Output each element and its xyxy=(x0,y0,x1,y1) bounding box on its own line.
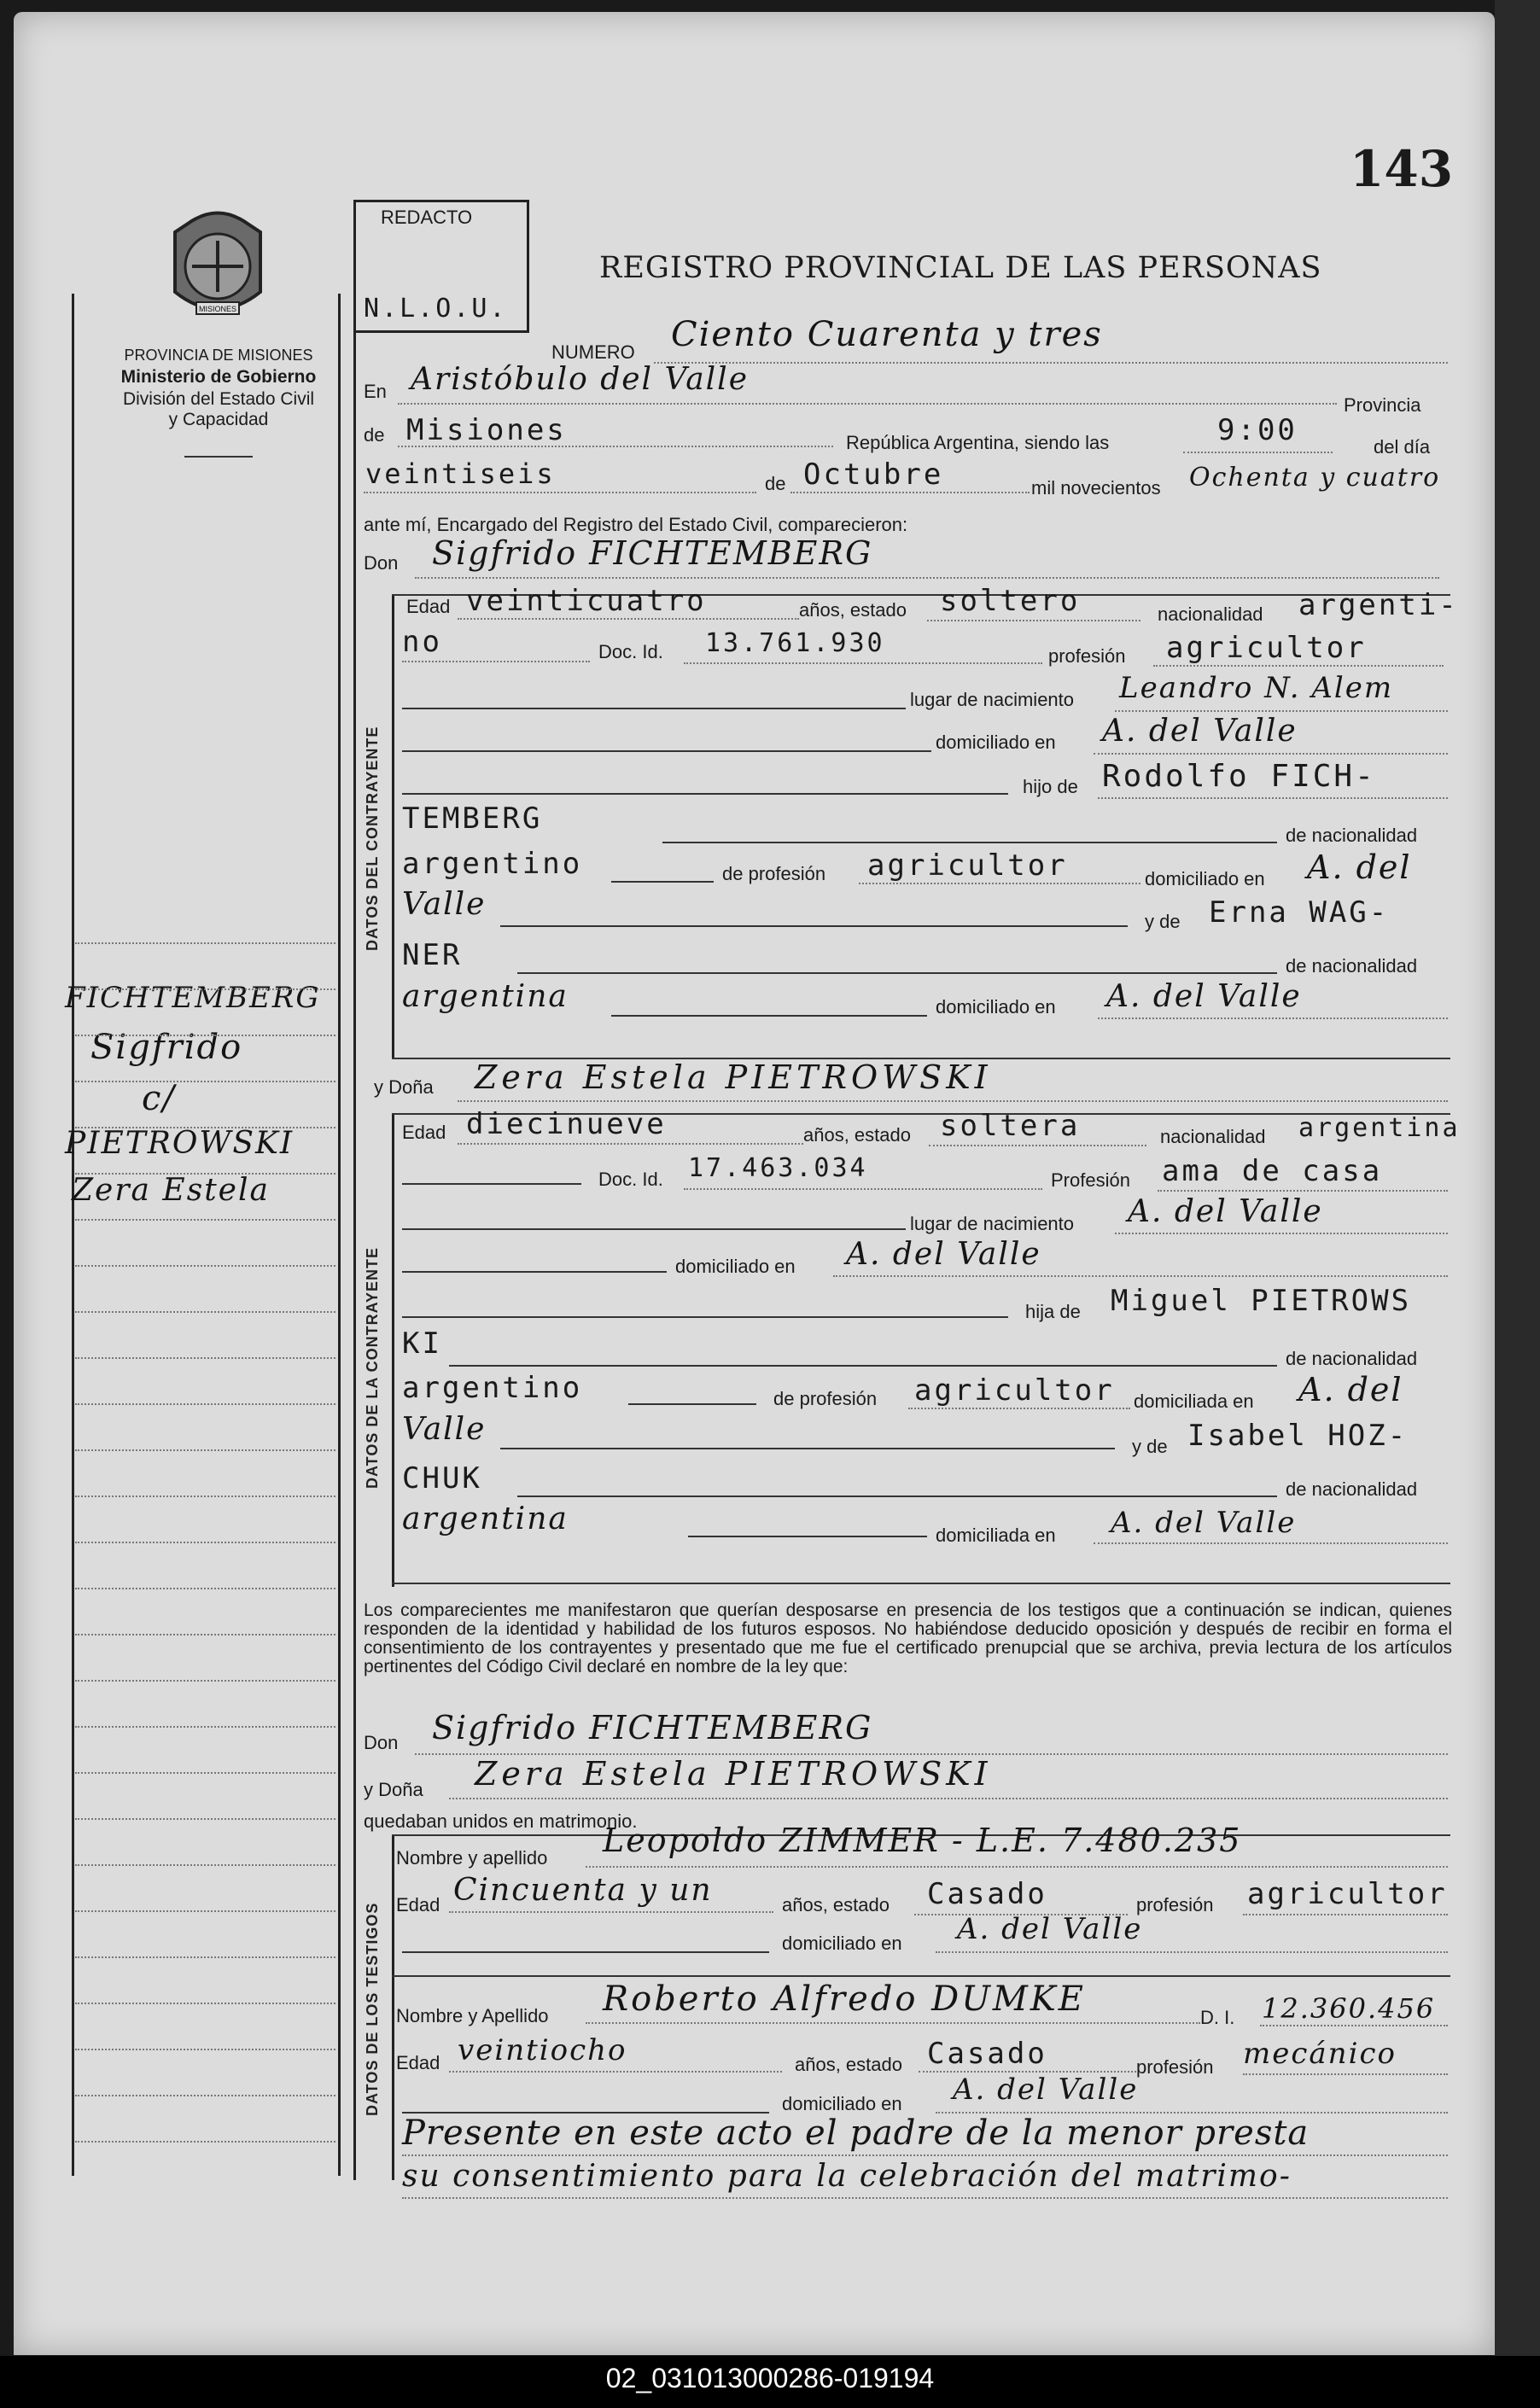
header-divider xyxy=(184,456,253,458)
b-prof-line xyxy=(1158,1190,1448,1192)
dona2-label: y Doña xyxy=(364,1779,423,1800)
g-nac-value-a: argenti- xyxy=(1298,588,1459,622)
g-madre-value-a: Erna WAG- xyxy=(1209,895,1390,930)
nota-line-2-value: su consentimiento para la celebración del matrimo- xyxy=(402,2159,1292,2194)
g-lugar-value: Leandro N. Alem xyxy=(1119,671,1394,705)
g-padre-value-a: Rodolfo FICH- xyxy=(1102,759,1376,794)
w2-di-line xyxy=(1260,2025,1448,2026)
b-padre-dom-value-a: A. del xyxy=(1298,1371,1403,1408)
margin-rule-line xyxy=(75,942,335,944)
dona-value: Zera Estela PIETROWSKI xyxy=(475,1058,992,1096)
bride-block-border xyxy=(392,1113,394,1587)
margin-rule-line xyxy=(75,1081,335,1082)
g-padre-prof-value: agricultor xyxy=(867,848,1068,883)
w2-nombre-value: Roberto Alfredo DUMKE xyxy=(603,1979,1086,2019)
g-prof-label: profesión xyxy=(1048,645,1126,667)
margin-rule-line xyxy=(75,1311,335,1313)
hora-value: 9:00 xyxy=(1217,413,1298,447)
margin-rule-line xyxy=(75,1219,335,1221)
w2-edad-value: veintiocho xyxy=(458,2033,627,2067)
b-madre-pre-line xyxy=(500,1448,1115,1449)
b-madre-value-b: CHUK xyxy=(402,1461,482,1496)
g-estado-value: soltero xyxy=(940,584,1081,618)
margin-rule-line xyxy=(75,1357,335,1359)
g-madre-nac-label: de nacionalidad xyxy=(1286,955,1418,977)
g-prof-line xyxy=(1153,665,1444,667)
ante-label: ante mí, Encargado del Registro del Estado Civil, comparecieron: xyxy=(364,514,908,535)
g-padre-nac-value: argentino xyxy=(402,847,583,881)
margin-border-left xyxy=(72,294,74,2176)
anio-value: Ochenta y cuatro xyxy=(1189,463,1441,493)
g-edad-line xyxy=(458,618,799,620)
g-edad-value: veinticuatro xyxy=(466,584,707,618)
margin-rule-line xyxy=(75,1772,335,1774)
g-madre-dom-line xyxy=(1098,1017,1448,1019)
dona-label: y Doña xyxy=(374,1076,434,1098)
division-label-2: y Capacidad xyxy=(168,410,269,429)
w2-di-label: D. I. xyxy=(1200,2007,1235,2028)
g-madre-value-b: NER xyxy=(402,938,463,972)
provincia-label: Provincia xyxy=(1344,394,1421,416)
b-dom-line xyxy=(833,1275,1448,1277)
b-madre-dom-line xyxy=(1094,1542,1448,1544)
b-edad-value: diecinueve xyxy=(466,1107,667,1141)
g-padre-nac-label: de nacionalidad xyxy=(1286,825,1418,846)
de-mes-label: de xyxy=(765,473,786,494)
margin-rule-line xyxy=(75,1542,335,1543)
margin-rule-line xyxy=(75,1449,335,1451)
b-padre-prof-label: de profesión xyxy=(773,1388,878,1409)
b-doc-value: 17.463.034 xyxy=(688,1153,868,1183)
b-padre-nac-value: argentino xyxy=(402,1371,583,1405)
b-prof-value: ama de casa xyxy=(1162,1154,1383,1188)
w2-edad-label: Edad xyxy=(396,2052,440,2073)
w1-prof-line xyxy=(1243,1914,1448,1915)
b-estado-value: soltera xyxy=(940,1109,1081,1143)
b-padre-prof-line xyxy=(908,1408,1130,1409)
side-tag-contrayente-2: DATOS DE LA CONTRAYENTE xyxy=(364,1246,381,1489)
b-madre-nac-line xyxy=(517,1496,1277,1497)
numero-line xyxy=(654,362,1448,364)
b-madre-nac-value: argentina xyxy=(402,1501,569,1536)
province-label: PROVINCIA DE MISIONES xyxy=(124,347,313,364)
form-border-left xyxy=(353,328,356,2180)
b-dom-value: A. del Valle xyxy=(846,1237,1041,1272)
margin-rule-line xyxy=(75,988,335,990)
document-title: REGISTRO PROVINCIAL DE LAS PERSONAS xyxy=(599,251,1322,285)
b-lugar-line xyxy=(1115,1233,1448,1234)
w1-edad-value: Cincuenta y un xyxy=(453,1873,713,1908)
witness-block-border xyxy=(392,1834,394,2180)
b-hija-pre-line xyxy=(402,1316,1008,1318)
numero-label: NUMERO xyxy=(551,341,635,363)
g-dom-pre-line xyxy=(402,750,931,752)
w2-dom-label: domiciliado en xyxy=(782,2093,902,2114)
b-padre-nac-line xyxy=(449,1365,1277,1367)
redacto-label: REDACTO xyxy=(381,207,473,228)
nota-line-2 xyxy=(402,2197,1448,2199)
w1-prof-label: profesión xyxy=(1136,1894,1214,1915)
g-hijo-line xyxy=(1098,797,1448,799)
w1-dom-label: domiciliado en xyxy=(782,1933,902,1954)
quedaban-label: quedaban unidos en matrimonio. xyxy=(364,1810,638,1832)
w1-estado-value: Casado xyxy=(927,1877,1047,1911)
g-dom-value: A. del Valle xyxy=(1102,714,1298,749)
g-padre-dom-label: domiciliado en xyxy=(1145,868,1265,889)
g-madre-dom-value: A. del Valle xyxy=(1106,979,1302,1014)
dona2-line xyxy=(449,1798,1448,1799)
w2-prof-value: mecánico xyxy=(1243,2037,1397,2071)
nota-line-1-value: Presente en este acto el padre de la menor presta xyxy=(402,2114,1310,2153)
b-madre-dom-pre-line xyxy=(688,1536,927,1537)
margin-rule-line xyxy=(75,1910,335,1912)
b-madre-dom-label: domiciliada en xyxy=(936,1525,1056,1546)
witness-divider xyxy=(392,1975,1450,1977)
margin-rule-line xyxy=(75,1956,335,1958)
g-estado-line xyxy=(927,620,1140,621)
g-hijo-label: hijo de xyxy=(1023,776,1078,797)
g-dom-line xyxy=(1094,753,1448,755)
redacto-value: N.L.O.U. xyxy=(364,294,508,324)
dia-value: veintiseis xyxy=(365,458,556,490)
g-madre-dom-pre-line xyxy=(611,1015,927,1017)
margin-rule-line xyxy=(75,1818,335,1820)
w2-nombre-label: Nombre y Apellido xyxy=(396,2005,549,2026)
b-nac-label: nacionalidad xyxy=(1160,1126,1266,1147)
margin-border-right xyxy=(338,294,341,2176)
w1-nombre-line xyxy=(586,1866,1448,1868)
margin-rule-line xyxy=(75,1496,335,1497)
de-label: de xyxy=(364,424,385,446)
g-lugar-pre-line xyxy=(402,708,906,709)
don-value: Sigfrido FICHTEMBERG xyxy=(432,534,873,572)
g-padre-dom-value-a: A. del xyxy=(1307,848,1412,886)
w1-dom-value: A. del Valle xyxy=(957,1912,1143,1946)
division-label: División del Estado Civil xyxy=(122,389,315,409)
numero-value: Ciento Cuarenta y tres xyxy=(671,315,1103,354)
margin-rule-line xyxy=(75,2141,335,2143)
g-lugar-label: lugar de nacimiento xyxy=(910,689,1075,710)
side-tag-testigos: DATOS DE LOS TESTIGOS xyxy=(364,1902,381,2116)
b-nac-value: argentina xyxy=(1298,1113,1461,1143)
ministry-label: Ministerio de Gobierno xyxy=(120,367,317,387)
provincial-seal-icon xyxy=(154,198,282,335)
w1-edad-line xyxy=(449,1911,773,1913)
b-prof-label: Profesión xyxy=(1051,1169,1130,1191)
declaration-paragraph: Los comparecientes me manifestaron que querían desposarse en presencia de los testigos que a continuación se indican, quienes responden de la identidad y habilidad de los futuros esposos. No habiéndose deducido oposición y después de recibir en forma el consentimiento de los contrayentes y presentado que me fue el certificado prenupcial que se archiva, previa lectura de los artículos pertinentes del Código Civil declaré en nombre de la ley que: xyxy=(364,1600,1452,1676)
margin-rule-line xyxy=(75,1634,335,1635)
b-madre-value-a: Isabel HOZ- xyxy=(1187,1419,1409,1453)
b-padre-value-b: KI xyxy=(402,1326,442,1361)
w1-nombre-label: Nombre y apellido xyxy=(396,1847,548,1869)
w1-nombre-value: Leopoldo ZIMMER - L.E. 7.480.235 xyxy=(603,1822,1242,1859)
margin-rule-line xyxy=(75,1035,335,1036)
mes-line xyxy=(790,492,1030,493)
margin-note-line-4: PIETROWSKI xyxy=(65,1126,295,1161)
b-hija-label: hija de xyxy=(1025,1301,1081,1322)
don-label: Don xyxy=(364,552,399,574)
w2-edad-line xyxy=(449,2071,782,2073)
register-page xyxy=(14,12,1495,2355)
g-edad-label: Edad xyxy=(406,596,451,617)
g-lugar-line xyxy=(1115,710,1448,712)
w2-estado-value: Casado xyxy=(927,2037,1047,2071)
w1-dom-pre-line xyxy=(402,1951,769,1953)
g-nac-label: nacionalidad xyxy=(1158,603,1263,625)
mes-value: Octubre xyxy=(803,458,944,492)
b-doc-label: Doc. Id. xyxy=(598,1169,663,1190)
margin-rule-line xyxy=(75,1265,335,1267)
b-anos-label: años, estado xyxy=(803,1124,911,1146)
dona-line xyxy=(458,1100,1448,1102)
b-padre-prof-pre-line xyxy=(628,1403,756,1405)
b-estado-line xyxy=(929,1145,1146,1146)
margin-rule-line xyxy=(75,1726,335,1728)
w1-dom-line xyxy=(936,1951,1448,1953)
en-line xyxy=(398,403,1337,405)
g-madre-dom-label: domiciliado en xyxy=(936,996,1056,1017)
page-number: 143 xyxy=(1350,140,1454,198)
g-hijo-pre-line xyxy=(402,793,1008,795)
margin-rule-line xyxy=(75,1173,335,1175)
dia-line xyxy=(364,492,756,493)
image-identifier: 02_031013000286-019194 xyxy=(605,2363,935,2393)
groom-block-border xyxy=(392,594,394,1059)
g-nac-value-b: no xyxy=(402,625,442,659)
b-lugar-value: A. del Valle xyxy=(1128,1194,1323,1229)
b-lugar-label: lugar de nacimiento xyxy=(910,1213,1075,1234)
b-edad-line xyxy=(458,1143,803,1145)
b-padre-prof-value: agricultor xyxy=(914,1373,1115,1408)
g-doc-line xyxy=(684,662,1042,664)
don-line xyxy=(415,577,1439,579)
w1-edad-label: Edad xyxy=(396,1894,440,1915)
w2-prof-line xyxy=(1243,2073,1448,2075)
w2-di-value: 12.360.456 xyxy=(1262,1992,1436,2025)
b-dom-pre-line xyxy=(402,1271,667,1273)
don2-label: Don xyxy=(364,1732,399,1753)
w2-nombre-line xyxy=(586,2022,1200,2024)
g-doc-pre-line xyxy=(402,661,590,662)
w1-prof-value: agricultor xyxy=(1247,1877,1448,1911)
margin-rule-line xyxy=(75,1403,335,1405)
g-padre-prof-line xyxy=(859,883,1140,884)
de-value: Misiones xyxy=(406,413,567,447)
b-doc-line xyxy=(684,1188,1042,1190)
g-doc-label: Doc. Id. xyxy=(598,641,663,662)
g-padre-value-b: TEMBERG xyxy=(402,802,543,836)
hora-line xyxy=(1183,452,1333,453)
b-madre-nac-label: de nacionalidad xyxy=(1286,1478,1418,1500)
g-padre-dom-value-b: Valle xyxy=(402,887,487,922)
margin-note-line-3: c/ xyxy=(142,1079,176,1118)
bride-block-bottom xyxy=(392,1583,1450,1584)
b-padre-dom-value-b: Valle xyxy=(402,1412,487,1447)
g-padre-prof-label: de profesión xyxy=(722,863,826,884)
b-dom-label: domiciliado en xyxy=(675,1256,796,1277)
g-doc-value: 13.761.930 xyxy=(705,628,885,658)
g-dom-label: domiciliado en xyxy=(936,732,1056,753)
margin-rule-line xyxy=(75,1680,335,1682)
w1-anos-label: años, estado xyxy=(782,1894,890,1915)
margin-note-line-1: FICHTEMBERG xyxy=(65,981,321,1015)
g-anos-label: años, estado xyxy=(799,599,907,621)
g-padre-prof-pre-line xyxy=(611,881,714,883)
b-padre-nac-label: de nacionalidad xyxy=(1286,1348,1418,1369)
side-tag-contrayente: DATOS DEL CONTRAYENTE xyxy=(364,726,381,951)
g-prof-value: agricultor xyxy=(1166,631,1367,665)
margin-rule-line xyxy=(75,1588,335,1589)
b-padre-value-a: Miguel PIETROWS xyxy=(1111,1284,1412,1318)
don2-value: Sigfrido FICHTEMBERG xyxy=(432,1709,873,1746)
margin-rule-line xyxy=(75,1127,335,1128)
margin-rule-line xyxy=(75,2003,335,2004)
dona2-value: Zera Estela PIETROWSKI xyxy=(475,1755,992,1793)
g-madre-nac-line xyxy=(517,972,1277,974)
margin-note-line-2: Sigfrido xyxy=(90,1028,243,1067)
del-dia-label: del día xyxy=(1374,436,1431,458)
margin-note-line-5: Zera Estela xyxy=(72,1173,270,1208)
en-label: En xyxy=(364,381,387,402)
g-madre-label: y de xyxy=(1145,911,1181,932)
margin-rule-line xyxy=(75,1864,335,1866)
w2-anos-label: años, estado xyxy=(795,2054,902,2075)
b-lugar-pre-line xyxy=(402,1228,906,1230)
mil-label: mil novecientos xyxy=(1031,477,1161,499)
nota-line-1 xyxy=(402,2154,1448,2156)
margin-rule-line xyxy=(75,2095,335,2096)
g-madre-pre-line xyxy=(500,925,1128,927)
en-value: Aristóbulo del Valle xyxy=(411,362,749,397)
g-padre-nac-line xyxy=(662,842,1277,843)
w2-prof-label: profesión xyxy=(1136,2056,1214,2078)
seal-text: MISIONES xyxy=(198,305,237,313)
b-madre-dom-value: A. del Valle xyxy=(1111,1506,1297,1540)
g-madre-nac-value: argentina xyxy=(402,979,569,1014)
b-doc-pre-line xyxy=(402,1183,581,1185)
book-spine xyxy=(1495,0,1540,2408)
b-padre-dom-label: domiciliada en xyxy=(1134,1391,1254,1412)
b-madre-label: y de xyxy=(1132,1436,1168,1457)
republica-label: República Argentina, siendo las xyxy=(846,432,1110,453)
b-edad-label: Edad xyxy=(402,1122,446,1143)
w2-dom-value: A. del Valle xyxy=(953,2073,1139,2107)
margin-rule-line xyxy=(75,2049,335,2050)
